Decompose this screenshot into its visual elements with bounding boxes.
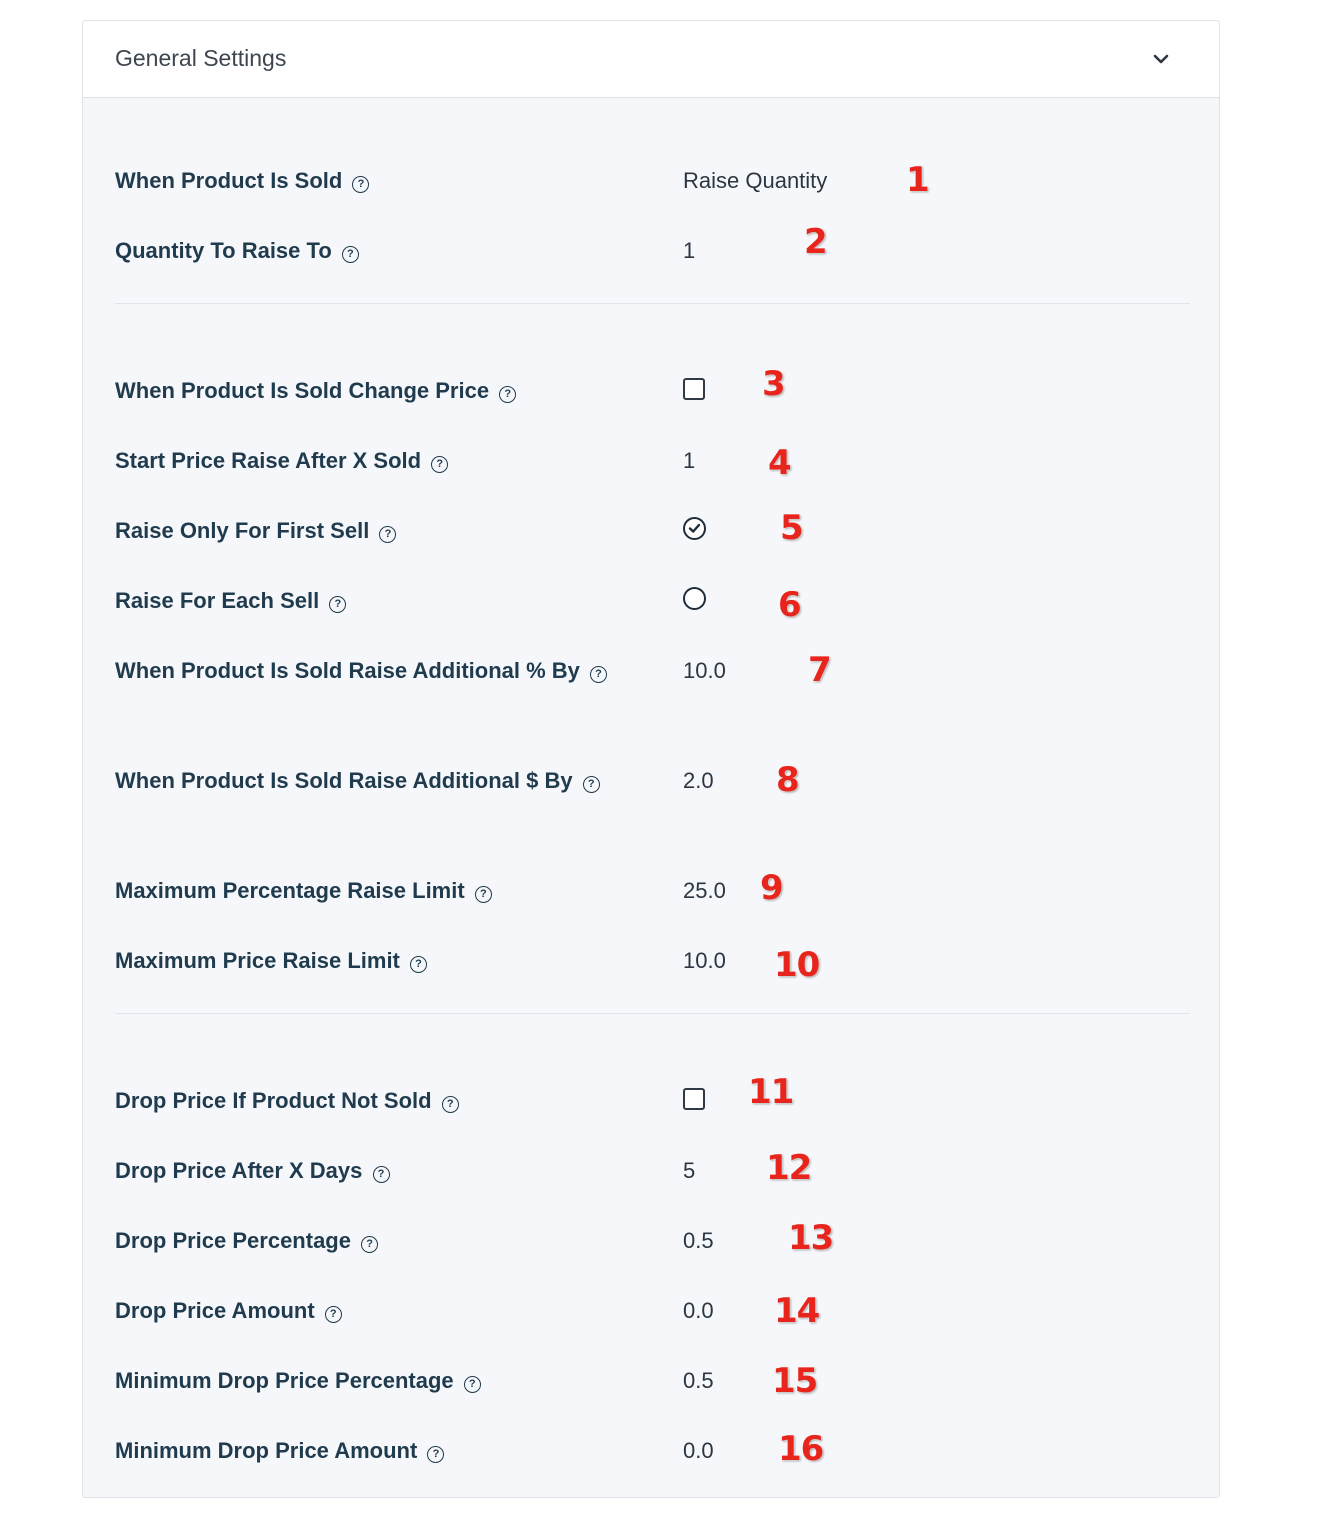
quantity-to-raise-value[interactable]: 1: [683, 238, 696, 263]
help-icon[interactable]: ?: [410, 956, 427, 973]
help-icon[interactable]: ?: [361, 1236, 378, 1253]
raise-additional-dollar-value[interactable]: 2.0: [683, 768, 714, 793]
annotation-marker: 5: [780, 508, 803, 548]
min-drop-price-percentage-label: Minimum Drop Price Percentage ?: [115, 1361, 645, 1401]
raise-additional-percent-label: When Product Is Sold Raise Additional % By ?: [115, 651, 645, 691]
help-icon[interactable]: ?: [464, 1376, 481, 1393]
drop-price-amount-label: Drop Price Amount ?: [115, 1291, 645, 1331]
drop-price-not-sold-checkbox[interactable]: [683, 1088, 705, 1110]
raise-each-sell-label: Raise For Each Sell ?: [115, 581, 645, 621]
drop-price-amount-value[interactable]: 0.0: [683, 1298, 714, 1323]
annotation-marker: 8: [776, 760, 799, 800]
raise-first-sell-radio[interactable]: [683, 517, 706, 540]
annotation-marker: 14: [774, 1291, 820, 1331]
help-icon[interactable]: ?: [325, 1306, 342, 1323]
help-icon[interactable]: ?: [442, 1096, 459, 1113]
max-price-raise-value[interactable]: 10.0: [683, 948, 726, 973]
help-icon[interactable]: ?: [475, 886, 492, 903]
drop-price-after-days-value[interactable]: 5: [683, 1158, 696, 1183]
help-icon[interactable]: ?: [427, 1446, 444, 1463]
annotation-marker: 9: [760, 868, 783, 908]
help-icon[interactable]: ?: [590, 666, 607, 683]
quantity-to-raise-label: Quantity To Raise To ?: [115, 231, 645, 271]
annotation-marker: 12: [766, 1148, 812, 1188]
min-drop-price-percentage-value[interactable]: 0.5: [683, 1368, 714, 1393]
max-percentage-raise-value[interactable]: 25.0: [683, 878, 726, 903]
check-icon: [688, 522, 701, 535]
when-product-sold-label: When Product Is Sold ?: [115, 161, 645, 201]
raise-additional-dollar-label: When Product Is Sold Raise Additional $ By ?: [115, 761, 645, 801]
annotation-marker: 15: [772, 1361, 818, 1401]
drop-price-after-days-label: Drop Price After X Days ?: [115, 1151, 645, 1191]
raise-each-sell-radio[interactable]: [683, 587, 706, 610]
min-drop-price-amount-label: Minimum Drop Price Amount ?: [115, 1431, 645, 1471]
drop-price-not-sold-label: Drop Price If Product Not Sold ?: [115, 1081, 645, 1121]
annotation-marker: 6: [778, 585, 801, 625]
help-icon[interactable]: ?: [329, 596, 346, 613]
help-icon[interactable]: ?: [583, 776, 600, 793]
annotation-marker: 16: [778, 1429, 824, 1469]
drop-price-percentage-label: Drop Price Percentage ?: [115, 1221, 645, 1261]
help-icon[interactable]: ?: [342, 246, 359, 263]
annotation-marker: 2: [804, 222, 827, 262]
annotation-marker: 11: [748, 1072, 794, 1112]
help-icon[interactable]: ?: [379, 526, 396, 543]
panel-header[interactable]: [83, 21, 1219, 98]
raise-first-sell-label: Raise Only For First Sell ?: [115, 511, 645, 551]
help-icon[interactable]: ?: [352, 176, 369, 193]
annotation-marker: 10: [774, 945, 820, 985]
drop-price-percentage-value[interactable]: 0.5: [683, 1228, 714, 1253]
max-price-raise-label: Maximum Price Raise Limit ?: [115, 941, 645, 981]
raise-additional-percent-value[interactable]: 10.0: [683, 658, 726, 683]
annotation-marker: 3: [762, 364, 785, 404]
max-percentage-raise-label: Maximum Percentage Raise Limit ?: [115, 871, 645, 911]
section-divider: [115, 303, 1190, 304]
change-price-checkbox[interactable]: [683, 378, 705, 400]
help-icon[interactable]: ?: [373, 1166, 390, 1183]
annotation-marker: 1: [906, 160, 929, 200]
help-icon[interactable]: ?: [499, 386, 516, 403]
change-price-label: When Product Is Sold Change Price ?: [115, 371, 645, 411]
chevron-down-icon[interactable]: [1151, 49, 1171, 69]
help-icon[interactable]: ?: [431, 456, 448, 473]
annotation-marker: 4: [768, 443, 791, 483]
panel-title: General Settings: [115, 45, 287, 71]
annotation-marker: 13: [788, 1218, 834, 1258]
annotation-marker: 7: [808, 650, 831, 690]
start-price-raise-label: Start Price Raise After X Sold ?: [115, 441, 645, 481]
start-price-raise-value[interactable]: 1: [683, 448, 696, 473]
section-divider: [115, 1013, 1190, 1014]
when-product-sold-value[interactable]: Raise Quantity: [683, 168, 828, 193]
min-drop-price-amount-value[interactable]: 0.0: [683, 1438, 714, 1463]
general-settings-panel: [82, 20, 1220, 1498]
